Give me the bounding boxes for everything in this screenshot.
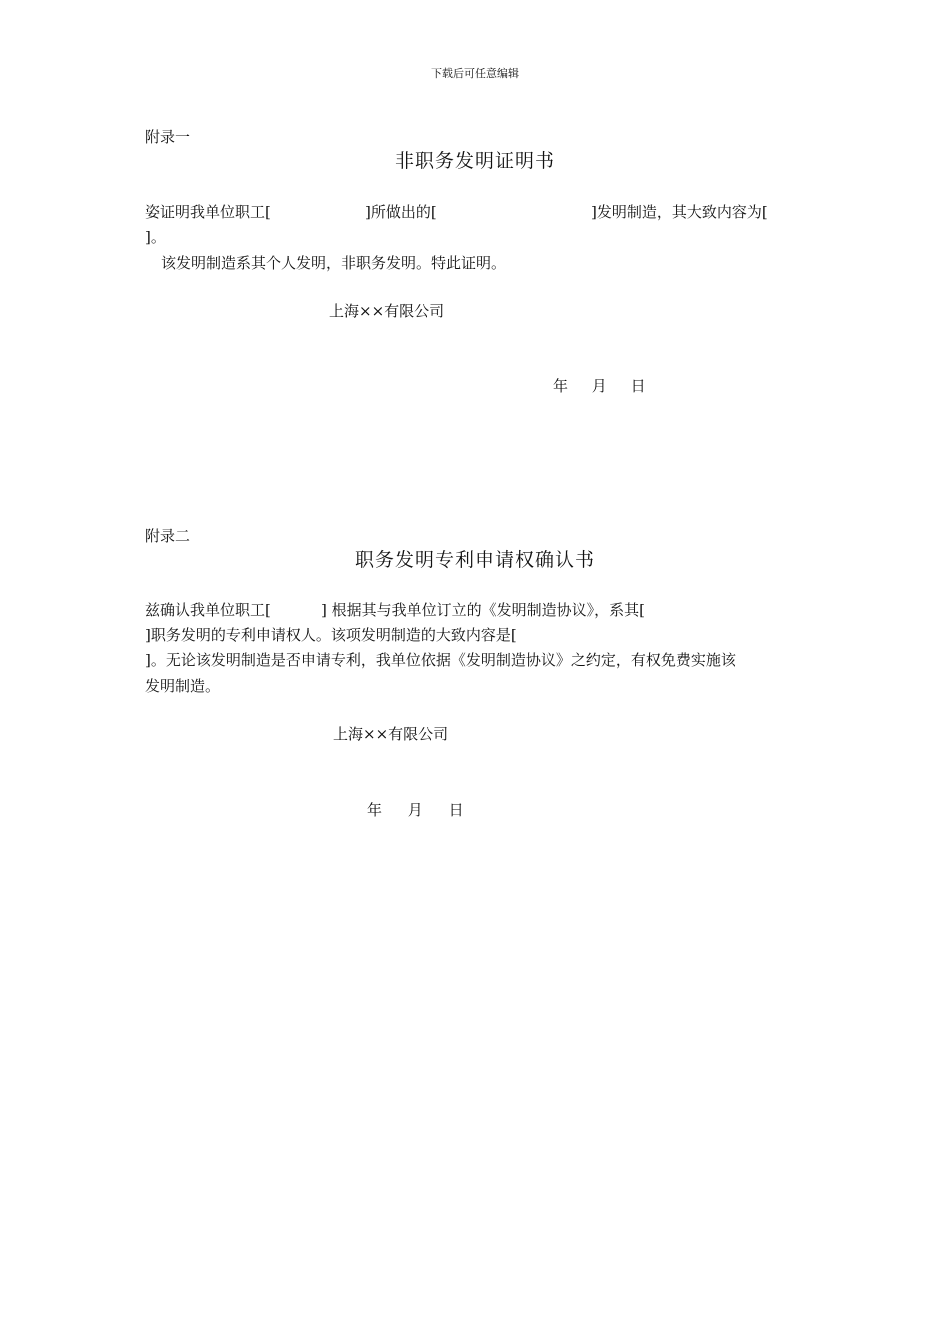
- appendix-1-label: 附录一: [145, 128, 191, 146]
- appendix-1-date: [553, 376, 646, 396]
- appendix-2-label: 附录二: [145, 527, 191, 545]
- appendix-2-company: 上海××有限公司: [333, 725, 449, 743]
- header-note: 下载后可任意编辑: [431, 67, 519, 80]
- line-1-part-2: ] 根据其与我单位订立的《发明制造协议》，系其[: [321, 601, 645, 619]
- appendix-2-date: [367, 800, 464, 820]
- date-month: 月: [407, 801, 423, 819]
- date-year: 年: [367, 801, 383, 819]
- date-day: 日: [448, 801, 464, 819]
- appendix-2-title: 职务发明专利申请权确认书: [354, 549, 595, 571]
- appendix-1-line-3: 该发明制造系其个人发明，非职务发明。特此证明。: [161, 254, 507, 272]
- appendix-2-line-2: ]职务发明的专利申请权人。该项发明制造的大致内容是[: [145, 626, 517, 644]
- line-1-part-2: ]所做出的[: [365, 203, 437, 221]
- date-month: 月: [591, 377, 607, 395]
- date-day: 日: [630, 377, 646, 395]
- appendix-2-line-4: 发明制造。: [145, 677, 221, 695]
- appendix-2-line-3: ]。无论该发明制造是否申请专利，我单位依据《发明制造协议》之约定，有权免费实施该: [145, 651, 736, 669]
- line-1-part-3: ]发明制造，其大致内容为[: [591, 203, 768, 221]
- appendix-1-company: 上海××有限公司: [329, 302, 445, 320]
- line-1-part-1: 兹确认我单位职工[: [145, 601, 271, 619]
- appendix-1-title: 非职务发明证明书: [394, 150, 555, 172]
- date-year: 年: [553, 377, 569, 395]
- line-1-part-1: 姿证明我单位职工[: [145, 203, 271, 221]
- appendix-1-line-2: ]。: [145, 228, 166, 246]
